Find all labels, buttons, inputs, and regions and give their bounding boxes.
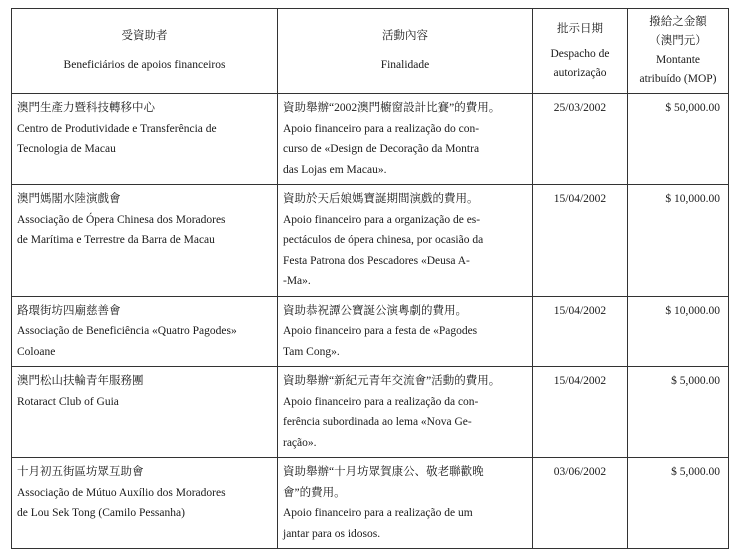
table-row bbox=[12, 296, 729, 367]
purpose-cell bbox=[278, 367, 533, 458]
table-row bbox=[12, 94, 729, 185]
header-amount-pt-2: atribuído (MOP) bbox=[639, 73, 717, 85]
beneficiary-line: Associação de Ópera Chinesa dos Moradores bbox=[17, 213, 226, 226]
purpose-line: Apoio financeiro para a realização da con- bbox=[283, 395, 479, 408]
purpose-line: ração». bbox=[283, 436, 317, 449]
amount-value: $ 10,000.00 bbox=[665, 193, 720, 205]
purpose-line: 資助於天后娘媽寶誕期間演戲的費用。 bbox=[283, 193, 479, 205]
header-purpose-pt: Finalidade bbox=[380, 59, 430, 71]
purpose-line: 會”的費用。 bbox=[283, 486, 346, 499]
beneficiary-line: Associação de Beneficiência «Quatro Pagodes» bbox=[17, 325, 237, 337]
purpose-line: Apoio financeiro para a realização do con- bbox=[283, 122, 480, 135]
purpose-line: Apoio financeiro para a realização de um bbox=[283, 507, 473, 519]
header-amount-zh-1: 撥給之金額 bbox=[649, 16, 707, 28]
header-date-zh: 批示日期 bbox=[557, 22, 603, 35]
beneficiary-line: 澳門松山扶輪青年服務團 bbox=[17, 375, 144, 387]
beneficiary-line: Centro de Produtividade e Transferência de bbox=[17, 122, 217, 135]
date-cell bbox=[533, 185, 628, 297]
beneficiary-line: de Lou Sek Tong (Camilo Pessanha) bbox=[17, 507, 185, 519]
purpose-line: -Ma». bbox=[283, 275, 311, 287]
purpose-line: 資助恭祝譚公寶誕公演粵劇的費用。 bbox=[283, 304, 467, 317]
purpose-line: Apoio financeiro para a organização de es- bbox=[283, 213, 481, 226]
purpose-line: Tam Cong». bbox=[283, 345, 340, 358]
beneficiary-line: 十月初五街區坊眾互助會 bbox=[17, 466, 144, 478]
purpose-line: das Lojas em Macau». bbox=[283, 163, 387, 176]
beneficiary-line: Tecnologia de Macau bbox=[17, 143, 116, 155]
amount-cell bbox=[628, 94, 729, 185]
date-cell bbox=[533, 94, 628, 185]
amount-value: $ 50,000.00 bbox=[665, 102, 720, 114]
purpose-cell bbox=[278, 185, 533, 297]
purpose-line: ferência subordinada ao lema «Nova Ge- bbox=[283, 416, 472, 428]
amount-cell bbox=[628, 367, 729, 458]
purpose-line: Festa Patrona dos Pescadores «Deusa A- bbox=[283, 254, 470, 267]
purpose-line: curso de «Design de Decoração da Montra bbox=[283, 143, 480, 155]
beneficiary-line: Rotaract Club of Guia bbox=[17, 395, 119, 408]
purpose-cell bbox=[278, 94, 533, 185]
header-amount-pt-1: Montante bbox=[655, 54, 701, 66]
header-date-pt-1: Despacho de bbox=[550, 47, 610, 60]
beneficiary-line: de Marítima e Terrestre da Barra de Macau bbox=[17, 234, 215, 246]
beneficiary-cell bbox=[12, 296, 278, 367]
header-purpose-zh: 活動內容 bbox=[382, 30, 428, 42]
purpose-line: pectáculos de ópera chinesa, por ocasião da bbox=[283, 234, 484, 246]
header-beneficiary-pt: Beneficiários de apoios financeiros bbox=[63, 59, 226, 71]
beneficiary-line: 澳門生產力暨科技轉移中心 bbox=[17, 102, 155, 114]
amount-cell bbox=[628, 296, 729, 367]
table-row bbox=[12, 185, 729, 297]
purpose-line: 資助舉辦“2002澳門櫥窗設計比賽”的費用。 bbox=[283, 102, 501, 114]
beneficiary-cell bbox=[12, 367, 278, 458]
date-value: 03/06/2002 bbox=[553, 466, 607, 478]
purpose-line: jantar para os idosos. bbox=[283, 527, 381, 540]
header-date bbox=[533, 9, 628, 94]
date-cell bbox=[533, 367, 628, 458]
beneficiary-cell bbox=[12, 185, 278, 297]
table-row bbox=[12, 367, 729, 458]
date-value: 15/04/2002 bbox=[553, 304, 607, 317]
beneficiary-cell bbox=[12, 94, 278, 185]
header-beneficiary-zh: 受資助者 bbox=[121, 30, 168, 42]
date-value: 15/04/2002 bbox=[553, 375, 607, 387]
header-date-pt-2: autorização bbox=[553, 66, 607, 79]
header-purpose bbox=[278, 9, 533, 94]
purpose-line: 資助舉辦“新紀元青年交流會”活動的費用。 bbox=[283, 375, 501, 387]
header-beneficiary bbox=[12, 9, 278, 94]
purpose-line: 資助舉辦“十月坊眾賀康公、敬老聯歡晚 bbox=[283, 466, 484, 478]
subsidy-table bbox=[11, 8, 729, 549]
amount-value: $ 10,000.00 bbox=[665, 304, 720, 317]
date-value: 15/04/2002 bbox=[553, 193, 607, 205]
beneficiary-line: 澳門媽閣水陸演戲會 bbox=[17, 193, 121, 205]
table-header-row bbox=[12, 9, 729, 94]
beneficiary-line: Coloane bbox=[17, 345, 56, 358]
header-amount-zh-2: （澳門元） bbox=[649, 35, 707, 47]
header-amount bbox=[628, 9, 729, 94]
beneficiary-line: 路環街坊四廟慈善會 bbox=[17, 304, 121, 317]
amount-value: $ 5,000.00 bbox=[671, 375, 720, 387]
date-cell bbox=[533, 296, 628, 367]
beneficiary-line: Associação de Mútuo Auxílio dos Moradores bbox=[17, 486, 226, 499]
purpose-line: Apoio financeiro para a festa de «Pagodes bbox=[283, 325, 478, 337]
purpose-cell bbox=[278, 296, 533, 367]
amount-cell bbox=[628, 185, 729, 297]
amount-value: $ 5,000.00 bbox=[671, 466, 720, 478]
date-value: 25/03/2002 bbox=[553, 102, 607, 114]
